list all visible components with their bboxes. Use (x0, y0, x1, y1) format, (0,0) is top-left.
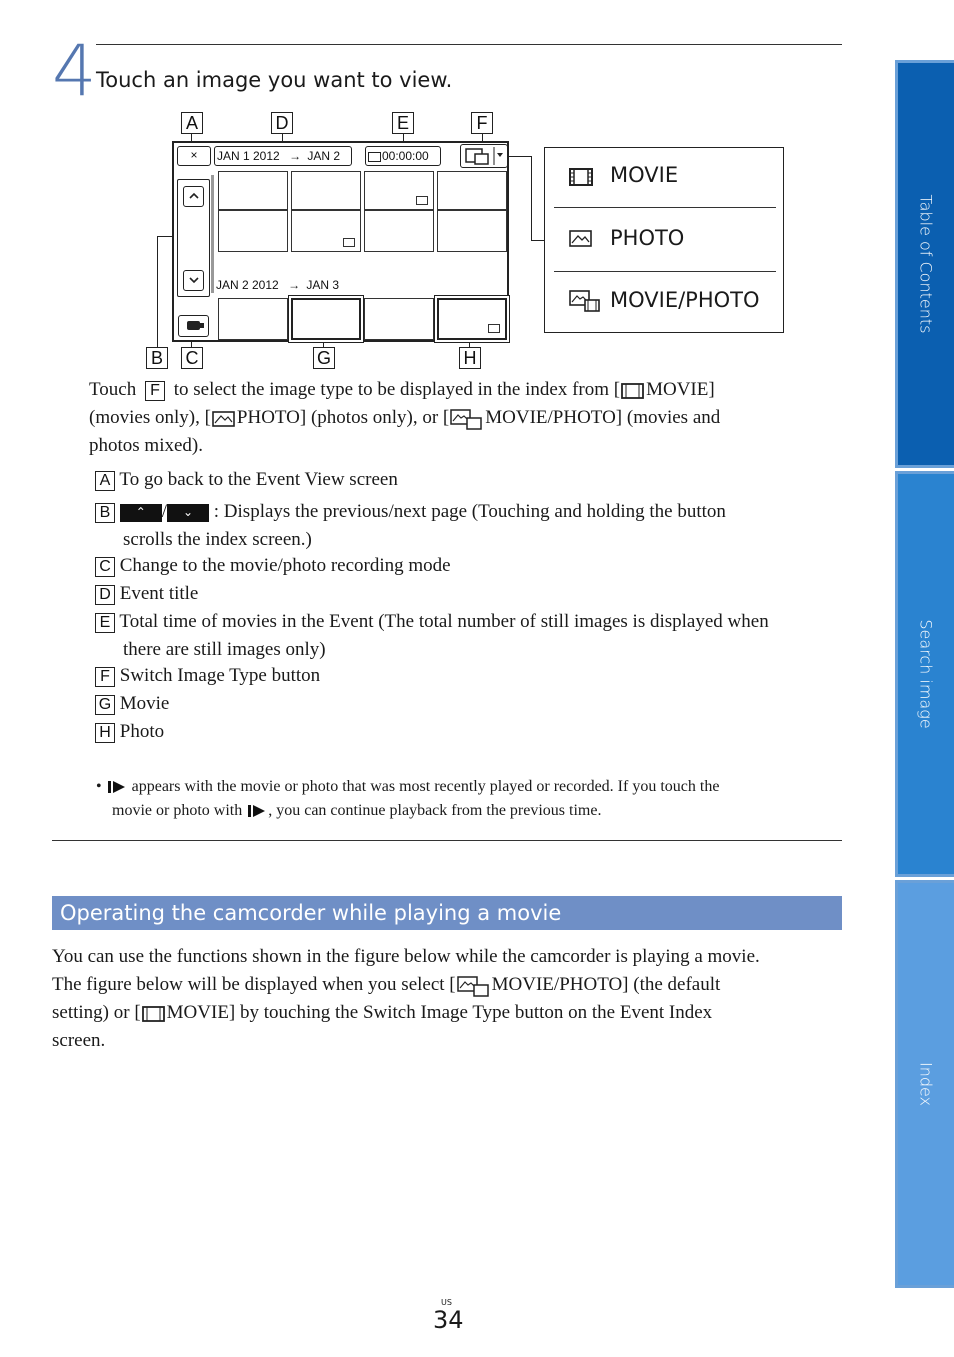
movie-photo-type-icon (461, 145, 507, 167)
film-icon (141, 1004, 167, 1024)
resume-play-icon (246, 803, 268, 819)
marker-h: H (459, 347, 481, 369)
event-arrow: → (289, 149, 302, 163)
legend-text-cont: there are still images only) (123, 639, 326, 660)
chevron-down-icon (185, 271, 203, 289)
total-time: 00:00:00 (382, 149, 429, 163)
event-arrow: → (288, 278, 301, 292)
legend-key: F (95, 667, 115, 687)
tab-search-image[interactable] (895, 471, 954, 877)
legend-key: A (95, 471, 115, 491)
marker-c: C (181, 347, 203, 369)
total-time-box (365, 146, 441, 166)
thumbnail[interactable] (218, 171, 288, 210)
marker-e: E (392, 112, 414, 134)
legend-text: Switch Image Type button (119, 665, 321, 686)
film-icon (569, 166, 595, 188)
marker-f: F (471, 112, 493, 134)
menu-divider (554, 207, 776, 208)
thumbnail[interactable] (364, 210, 434, 252)
legend-text: Total time of movies in the Event (The total number of still images is displayed when (119, 611, 769, 632)
legend-text: Change to the movie/photo recording mode (119, 555, 451, 576)
intro-text: MOVIE] (646, 379, 715, 400)
legend-key: G (95, 695, 115, 715)
photo-badge-icon (488, 324, 500, 333)
event-title-1: JAN 1 2012 (217, 149, 280, 163)
legend-text-cont: scrolls the index screen.) (123, 529, 312, 550)
legend-item (95, 580, 855, 608)
note-text: , you can continue playback from the previous time. (268, 802, 602, 819)
note-text: movie or photo with (112, 802, 243, 819)
switch-image-type-button[interactable] (460, 144, 508, 168)
menu-item-movie-photo[interactable]: MOVIE/PHOTO (610, 288, 760, 312)
event-end-1: JAN 2 (307, 149, 341, 163)
page-down-button[interactable] (183, 270, 204, 291)
legend-item (95, 466, 855, 494)
legend-text: Event title (119, 583, 199, 604)
callout-b-v (157, 236, 158, 347)
intro-text: photos mixed). (89, 435, 203, 456)
callout-menu-b (531, 156, 532, 240)
image-type-menu (544, 147, 784, 333)
thumbnail[interactable] (437, 210, 507, 252)
legend-text: Movie (119, 693, 170, 714)
event-title-box (214, 146, 352, 166)
marker-a: A (181, 112, 203, 134)
thumbnail[interactable] (291, 210, 361, 252)
record-mode-button[interactable] (178, 315, 209, 337)
prev-page-icon: ⌃ (120, 504, 162, 522)
legend-item: B ⌃ / ⌄ : Displays the previous/next page (Touching and holding the button (95, 498, 855, 526)
tab-label: Search image (916, 619, 936, 729)
step-number: 4 (52, 30, 97, 112)
movie-photo-icon (449, 408, 485, 430)
marker-g: G (313, 347, 335, 369)
marker-d: D (271, 112, 293, 134)
page-number: 34 (433, 1306, 464, 1334)
chevron-up-icon (185, 187, 203, 205)
event-end-2: JAN 3 (306, 278, 340, 292)
page-nav-panel (177, 179, 210, 297)
movie-photo-icon (569, 289, 601, 313)
legend-key: E (95, 613, 115, 633)
legend-text: Photo (119, 721, 165, 742)
scrollbar[interactable] (211, 175, 214, 293)
tab-label: Table of Contents (916, 194, 936, 334)
bullet: • (96, 778, 102, 795)
thumbnail-photo[interactable] (437, 298, 507, 340)
note-text: appears with the movie or photo that was most recently played or recorded. If you touch the (131, 778, 720, 795)
movie-photo-icon (456, 975, 492, 997)
tab-table-of-contents[interactable] (895, 60, 954, 468)
section-text: MOVIE] by touching the Switch Image Type button on the Event Index (166, 1002, 713, 1023)
next-page-icon: ⌄ (167, 504, 209, 522)
legend-list (95, 466, 855, 746)
intro-text: (movies only), [ (89, 407, 211, 428)
legend-key: H (95, 723, 115, 743)
legend-text: To go back to the Event View screen (119, 469, 398, 490)
thumbnail[interactable] (218, 298, 288, 340)
marker-b: B (146, 347, 168, 369)
thumbnail[interactable] (291, 171, 361, 210)
legend-key: D (95, 585, 115, 605)
callout-menu-c (531, 240, 544, 241)
thumbnail[interactable] (437, 171, 507, 210)
legend-item (95, 690, 855, 718)
photo-badge-icon (416, 196, 428, 205)
tab-index[interactable] (895, 880, 954, 1288)
intro-text: to select the image type to be displayed in the index from [ (173, 379, 621, 400)
marker-f-inline: F (145, 381, 165, 401)
top-rule (96, 44, 842, 45)
thumbnail-movie[interactable] (291, 298, 361, 340)
photo-icon (569, 228, 595, 250)
legend-key: C (95, 557, 115, 577)
section-text: MOVIE/PHOTO] (the default (491, 974, 721, 995)
section-text: The figure below will be displayed when you select [ (52, 974, 456, 995)
thumbnail[interactable] (364, 171, 434, 210)
legend-key: B (95, 503, 115, 523)
camcorder-screen (172, 141, 509, 342)
page-up-button[interactable] (183, 186, 204, 207)
legend-item (95, 718, 855, 746)
resume-play-icon (106, 779, 128, 795)
legend-item (95, 662, 855, 690)
intro-text: MOVIE/PHOTO] (movies and (485, 407, 721, 428)
intro-text: Touch (89, 379, 137, 400)
photo-icon (211, 409, 237, 429)
region-code: US (441, 1298, 452, 1307)
callout-menu-a (508, 156, 532, 157)
menu-item-photo[interactable]: PHOTO (610, 226, 685, 250)
thumbnail[interactable] (364, 298, 434, 340)
step-instruction: Touch an image you want to view. (96, 68, 453, 92)
tab-label: Index (916, 1061, 936, 1107)
section-title: Operating the camcorder while playing a movie (52, 896, 842, 930)
film-icon (620, 381, 646, 401)
section-rule (52, 840, 842, 841)
event-title-2: JAN 2 2012 (216, 278, 279, 292)
camera-icon (180, 316, 208, 334)
intro-paragraph (89, 376, 849, 460)
section-text: screen. (52, 1030, 106, 1051)
note (96, 775, 856, 823)
section-text: setting) or [ (52, 1002, 141, 1023)
menu-divider (554, 271, 776, 272)
close-button[interactable]: × (177, 146, 211, 166)
thumbnail[interactable] (218, 210, 288, 252)
section-text: You can use the functions shown in the figure below while the camcorder is playing a movie. (52, 946, 760, 967)
legend-item (95, 552, 855, 580)
film-mini-icon (368, 152, 381, 162)
photo-badge-icon (343, 238, 355, 247)
intro-text: PHOTO] (photos only), or [ (236, 407, 450, 428)
section-body (52, 943, 842, 1055)
legend-text: : Displays the previous/next page (Touching and holding the button (213, 501, 726, 522)
legend-item (95, 608, 855, 636)
menu-item-movie[interactable]: MOVIE (610, 163, 679, 187)
event-title-row-2 (216, 278, 339, 292)
